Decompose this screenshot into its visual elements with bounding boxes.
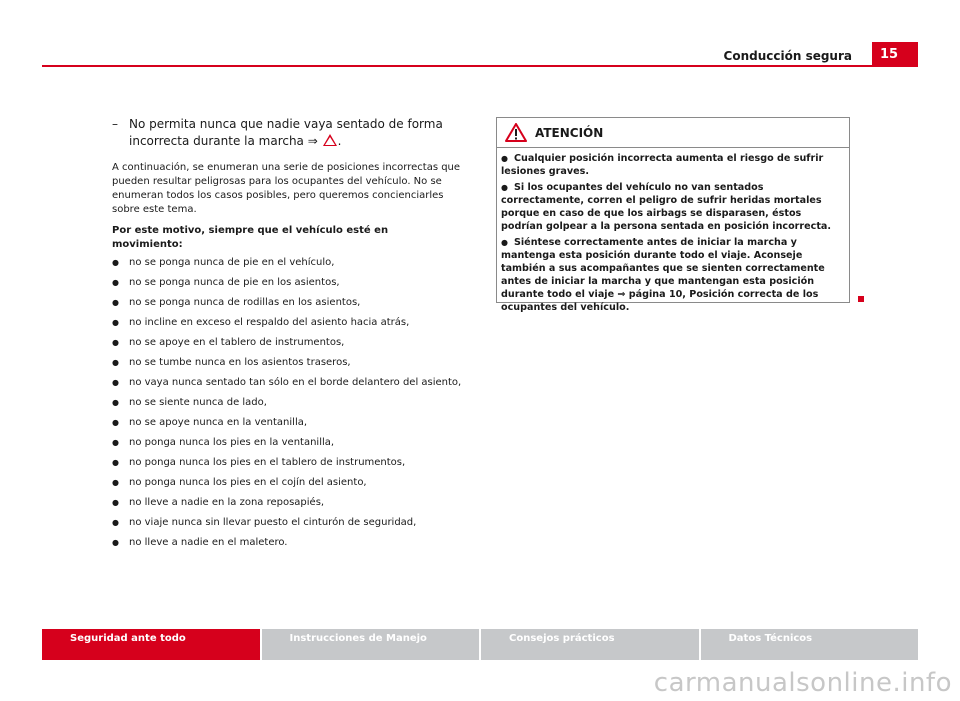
list-item: ● no incline en exceso el respaldo del asiento hacia atrás, (112, 316, 462, 330)
list-item: ● no se ponga nunca de rodillas en los asientos, (112, 296, 462, 310)
list-item: ● no se ponga nunca de pie en los asientos, (112, 276, 462, 290)
warning-item-text: Cualquier posición incorrecta aumenta el riesgo de sufrir lesiones graves. (501, 153, 824, 177)
chapter-nav (42, 629, 918, 660)
warning-box (496, 117, 850, 313)
warning-item-text: Si los ocupantes del vehículo no van sentados correctamente, corren el peligro de sufrir heridas mortales porque en caso de que los airbags se disparasen, éstos podrían golpear a la persona sentada en posición incorrecta. (501, 182, 832, 232)
list-item: ● no se siente nunca de lado, (112, 396, 462, 410)
bullet-dot: ● (501, 183, 508, 192)
warning-triangle-icon (505, 123, 527, 142)
warning-title: ATENCIÓN (535, 125, 604, 140)
page-number: 15 (872, 42, 918, 67)
header-rule (42, 65, 872, 67)
lead-instruction (112, 116, 462, 150)
list-item: ● no se apoye nunca en la ventanilla, (112, 416, 462, 430)
section-end-marker (858, 296, 864, 302)
list-item: ● no ponga nunca los pies en la ventanilla, (112, 436, 462, 450)
list-item: ● no se tumbe nunca en los asientos traseros, (112, 356, 462, 370)
list-item: ● no viaje nunca sin llevar puesto el cinturón de seguridad, (112, 516, 462, 530)
lead-dash: – (112, 117, 118, 131)
lead-end: . (337, 134, 342, 148)
bullet-dot: ● (501, 238, 508, 247)
warning-item (501, 181, 845, 233)
warning-triangle-icon (323, 134, 337, 146)
list-item: ● no vaya nunca sentado tan sólo en el borde delantero del asiento, (112, 376, 462, 390)
warning-item (501, 152, 845, 178)
intro-paragraph: A continuación, se enumeran una serie de posiciones incorrectas que pueden resultar peligrosas para los ocupantes del vehículo. No se enumeran todos los casos posibles, pero queremos concienciarles sobre este tema. (112, 162, 461, 215)
position-list (112, 256, 462, 550)
list-item: ● no ponga nunca los pies en el cojín del asiento, (112, 476, 462, 490)
warning-body (497, 148, 849, 314)
list-item: ● no ponga nunca los pies en el tablero de instrumentos, (112, 456, 462, 470)
warning-header (497, 118, 849, 148)
lead-text: No permita nunca que nadie vaya sentado de forma incorrecta durante la marcha ⇒ (129, 117, 443, 148)
watermark: carmanualsonline.info (653, 668, 952, 698)
warning-item-text: Siéntese correctamente antes de iniciar la marcha y mantenga esta posición durante todo el viaje. Aconseje también a sus acompañantes que se sienten correctamente antes de iniciar la marcha y que mantengan esta posición durante todo el viaje ⇒ página 10, Posición correcta de los ocupantes del vehículo. (501, 237, 825, 313)
bullet-dot: ● (501, 154, 508, 163)
tab-consejos[interactable]: Consejos prácticos (481, 629, 699, 660)
list-item: ● no lleve a nadie en la zona reposapiés, (112, 496, 462, 510)
main-text-column (112, 116, 462, 556)
tab-datos[interactable]: Datos Técnicos (701, 629, 919, 660)
list-item: ● no se apoye en el tablero de instrumentos, (112, 336, 462, 350)
list-item: ● no se ponga nunca de pie en el vehículo, (112, 256, 462, 270)
section-title: Conducción segura (723, 49, 852, 63)
tab-instrucciones[interactable]: Instrucciones de Manejo (262, 629, 480, 660)
list-item: ● no lleve a nadie en el maletero. (112, 536, 462, 550)
warning-item (501, 236, 845, 314)
tab-seguridad[interactable]: Seguridad ante todo (42, 629, 260, 660)
bold-instruction: Por este motivo, siempre que el vehículo esté en movimiento: (112, 225, 389, 250)
